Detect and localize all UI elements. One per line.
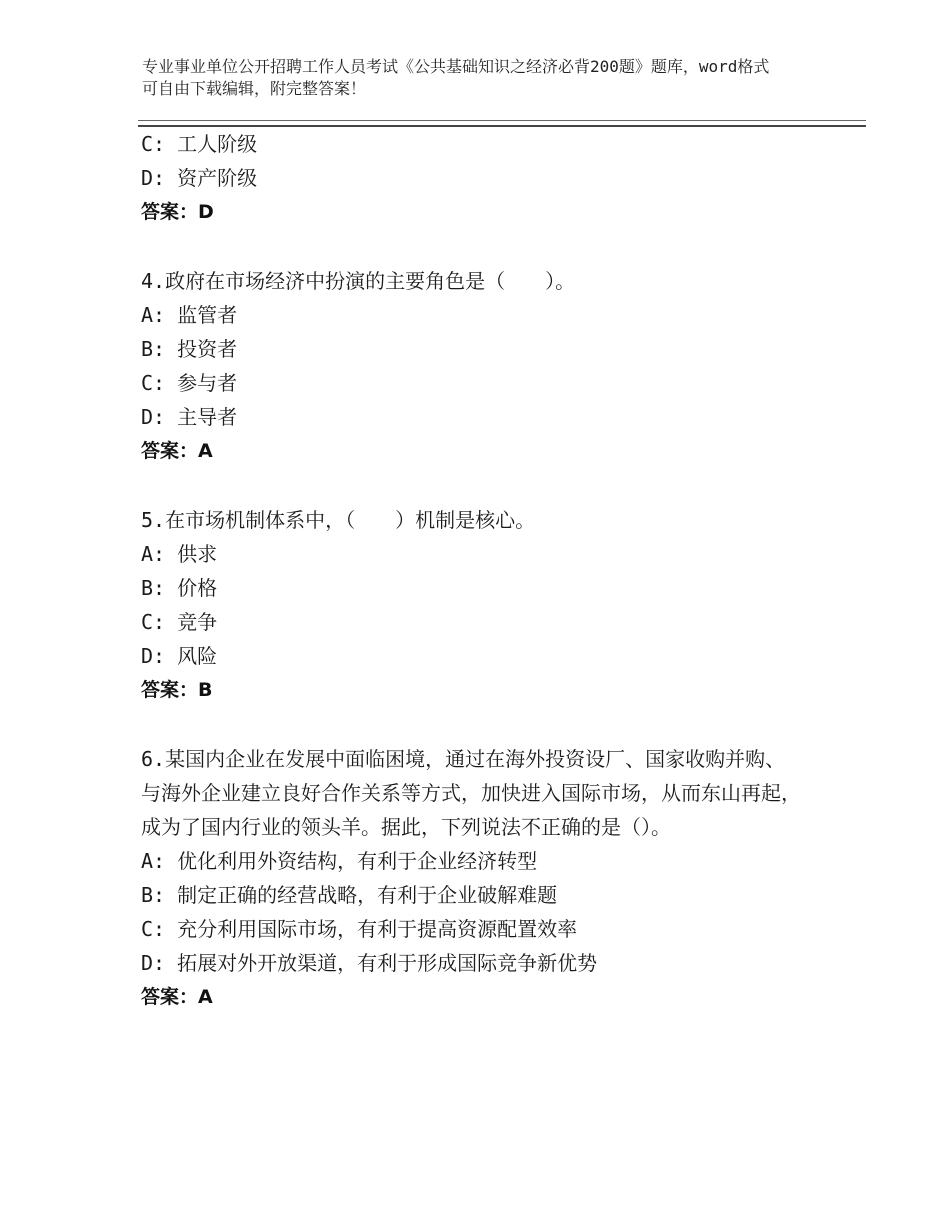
- question-list: [141, 127, 801, 1014]
- option-c: C: 参与者: [141, 371, 238, 395]
- question-stem: 5.在市场机制体系中，（ ）机制是核心。: [141, 508, 536, 532]
- spacer: [141, 468, 801, 503]
- answer-line: 答案：A: [141, 440, 213, 462]
- question-4: [141, 264, 801, 468]
- option-d: D: 风险: [141, 644, 218, 668]
- spacer: [141, 229, 801, 264]
- option-b: B: 制定正确的经营战略，有利于企业破解难题: [141, 883, 558, 907]
- document-header: 专业事业单位公开招聘工作人员考试《公共基础知识之经济必背200题》题库，word格式可自由下载编辑，附完整答案！: [142, 57, 770, 98]
- spacer: [141, 707, 801, 742]
- question-stem: 4.政府在市场经济中扮演的主要角色是（ ）。: [141, 269, 576, 293]
- option-b: B: 价格: [141, 576, 218, 600]
- option-d: D: 主导者: [141, 405, 238, 429]
- answer-line: 答案：B: [141, 679, 213, 701]
- option-c: C: 竞争: [141, 610, 218, 634]
- option-d: D: 拓展对外开放渠道，有利于形成国际竞争新优势: [141, 951, 598, 975]
- option-a: A: 供求: [141, 542, 218, 566]
- question-5: [141, 503, 801, 707]
- option-d: D: 资产阶级: [141, 166, 258, 190]
- option-b: B: 投资者: [141, 337, 238, 361]
- option-a: A: 优化利用外资结构，有利于企业经济转型: [141, 849, 538, 873]
- question-stem: 6.某国内企业在发展中面临困境，通过在海外投资设厂、国家收购并购、与海外企业建立良好合作关系等方式，加快进入国际市场，从而东山再起，成为了国内行业的领头羊。据此，下列说法不正确的是（）。: [141, 747, 801, 839]
- option-a: A: 监管者: [141, 303, 238, 327]
- option-c: C: 充分利用国际市场，有利于提高资源配置效率: [141, 917, 578, 941]
- question-3: [141, 127, 801, 229]
- answer-line: 答案：A: [141, 986, 213, 1008]
- question-6: [141, 742, 801, 1014]
- answer-line: 答案：D: [141, 201, 214, 223]
- header-divider: [138, 120, 866, 127]
- option-c: C: 工人阶级: [141, 132, 258, 156]
